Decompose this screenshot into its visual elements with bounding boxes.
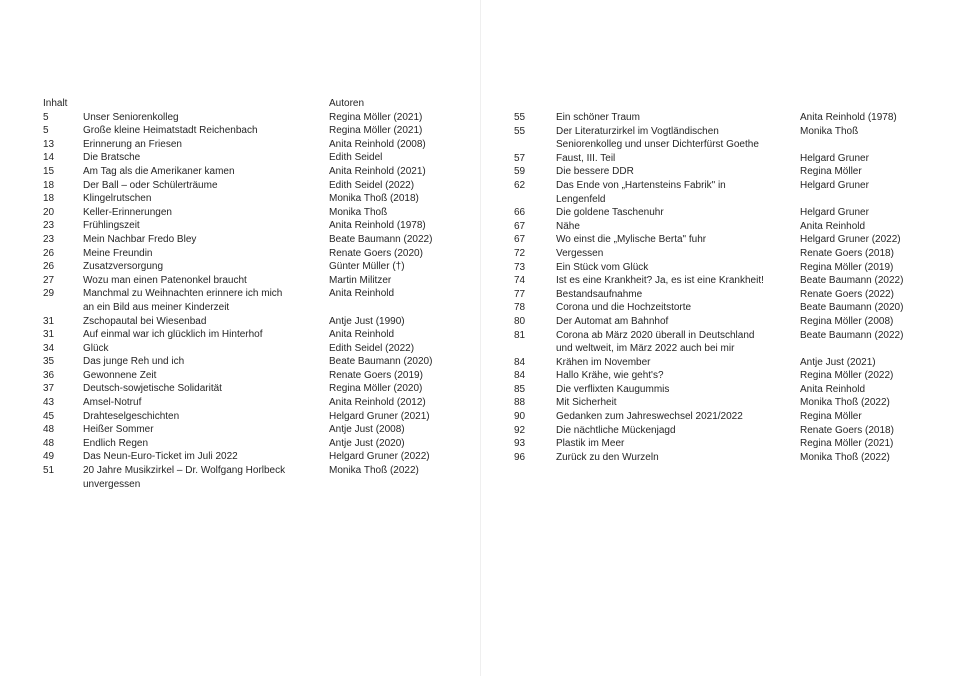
entry-title-line: Zusatzversorgung [83, 261, 164, 273]
entry-title-line: Vergessen [556, 247, 604, 259]
entry-title-line: Am Tag als die Amerikaner kamen [83, 165, 235, 177]
entry-title [83, 382, 329, 396]
entry-page-number: 77 [514, 288, 526, 300]
entry-page-number: 29 [43, 288, 55, 300]
toc-entry [43, 464, 443, 491]
entry-author: Anita Reinhold [800, 220, 866, 232]
toc-entry [43, 260, 443, 274]
entry-title-line: Zschopautal bei Wiesenbad [83, 315, 207, 327]
toc-entry [514, 383, 914, 397]
entry-author: Helgard Gruner [800, 207, 869, 219]
entry-title-line: Die bessere DDR [556, 166, 634, 178]
entry-page-number: 57 [514, 152, 526, 164]
toc-entry [43, 165, 443, 179]
toc-entry [514, 424, 914, 438]
toc-entry [43, 287, 443, 314]
entry-title-line: Ein Stück vom Glück [556, 261, 649, 273]
entry-title [556, 437, 800, 451]
toc-entry [43, 192, 443, 206]
toc-entry [43, 450, 443, 464]
toc-entry [514, 206, 914, 220]
entry-page-number: 48 [43, 424, 55, 436]
toc-entry [514, 125, 914, 152]
entry-title [83, 124, 329, 138]
entry-title [83, 437, 329, 451]
entry-title-line: Keller-Erinnerungen [83, 206, 172, 218]
entry-title-line: Gedanken zum Jahreswechsel 2021/2022 [556, 411, 743, 423]
toc-entry [43, 315, 443, 329]
toc-entry [43, 328, 443, 342]
entry-author: Anita Reinhold (1978) [329, 220, 426, 232]
entry-title-line: Mit Sicherheit [556, 397, 617, 409]
entry-title-line: an ein Bild aus meiner Kinderzeit [83, 301, 230, 313]
entry-page-number: 72 [514, 247, 526, 259]
entry-title [556, 125, 800, 152]
entry-title [556, 165, 800, 179]
entry-title [83, 328, 329, 342]
toc-entry [43, 410, 443, 424]
entry-page-number: 13 [43, 138, 55, 150]
toc-entry [43, 342, 443, 356]
toc-entry [514, 410, 914, 424]
toc-entry [43, 369, 443, 383]
toc-entry [43, 396, 443, 410]
entry-author: Beate Baumann (2022) [800, 329, 904, 341]
entry-title [83, 179, 329, 193]
entry-page-number: 5 [43, 111, 49, 123]
entry-title [556, 424, 800, 438]
entry-author: Regina Möller [800, 411, 862, 423]
entry-title [556, 152, 800, 166]
entry-author: Antje Just (1990) [329, 315, 405, 327]
entry-author: Helgard Gruner (2022) [329, 451, 430, 463]
entry-title [556, 261, 800, 275]
entry-page-number: 96 [514, 451, 526, 463]
toc-entry [43, 233, 443, 247]
entry-page-number: 31 [43, 329, 55, 341]
entry-title [83, 247, 329, 261]
entry-title-line: Heißer Sommer [83, 424, 154, 436]
entry-title [556, 247, 800, 261]
toc-right-column [514, 111, 914, 464]
entry-title [83, 260, 329, 274]
entry-title [556, 206, 800, 220]
entry-author: Anita Reinhold (2021) [329, 165, 426, 177]
entry-title-line: Corona und die Hochzeitstorte [556, 302, 692, 314]
entry-title-line: Die goldene Taschenuhr [556, 207, 664, 219]
toc-entry [43, 274, 443, 288]
entry-author: Helgard Gruner (2022) [800, 234, 901, 246]
entry-title [83, 192, 329, 206]
entry-author: Regina Möller [800, 166, 862, 178]
entry-author: Anita Reinhold (2008) [329, 138, 426, 150]
entry-page-number: 20 [43, 206, 55, 218]
authors-label: Autoren [329, 98, 365, 109]
entry-author: Anita Reinhold [800, 383, 866, 395]
entry-author: Martin Militzer [329, 274, 392, 286]
toc-entry [514, 451, 914, 465]
entry-author: Renate Goers (2018) [800, 247, 894, 259]
entry-page-number: 26 [43, 261, 55, 273]
entry-author: Beate Baumann (2020) [800, 302, 904, 314]
entry-title [83, 355, 329, 369]
entry-title [556, 301, 800, 315]
toc-entry [43, 206, 443, 220]
entry-title [556, 410, 800, 424]
entry-title-line: Ist es eine Krankheit? Ja, es ist eine Krankheit! [556, 275, 764, 287]
entry-title [83, 450, 329, 464]
toc-entry [514, 233, 914, 247]
entry-page-number: 37 [43, 383, 55, 395]
entry-page-number: 84 [514, 370, 526, 382]
toc-left-column [43, 97, 443, 491]
entry-title-line: Der Automat am Bahnhof [556, 315, 669, 327]
entry-page-number: 66 [514, 207, 526, 219]
entry-title [83, 396, 329, 410]
entry-author: Regina Möller (2008) [800, 315, 894, 327]
entry-title-line: unvergessen [83, 478, 141, 490]
entry-author: Monika Thoß [329, 206, 388, 218]
entry-author: Helgard Gruner [800, 179, 869, 191]
entry-author: Renate Goers (2019) [329, 369, 423, 381]
entry-title-line: Die Bratsche [83, 152, 141, 164]
entry-title-line: Plastik im Meer [556, 438, 625, 450]
entry-page-number: 59 [514, 166, 526, 178]
toc-entry [514, 261, 914, 275]
entry-title [83, 206, 329, 220]
entry-title [83, 287, 329, 314]
entry-page-number: 85 [514, 383, 526, 395]
entry-title [83, 151, 329, 165]
entry-page-number: 73 [514, 261, 526, 273]
entry-page-number: 51 [43, 465, 55, 477]
entry-title-line: Der Literaturzirkel im Vogtländischen [556, 125, 719, 137]
entry-author: Antje Just (2020) [329, 437, 405, 449]
entry-title-line: Seniorenkolleg und unser Dichterfürst Goethe [556, 139, 759, 151]
entry-title [556, 329, 800, 356]
entry-page-number: 55 [514, 125, 526, 137]
entry-title-line: Krähen im November [556, 356, 651, 368]
entry-page-number: 35 [43, 356, 55, 368]
entry-page-number: 15 [43, 165, 55, 177]
entry-author: Antje Just (2008) [329, 424, 405, 436]
entry-page-number: 48 [43, 437, 55, 449]
toc-entry [43, 179, 443, 193]
toc-header [43, 97, 443, 111]
entry-title-line: Wozu man einen Patenonkel braucht [83, 274, 247, 286]
toc-entry [514, 179, 914, 206]
entry-page-number: 92 [514, 424, 526, 436]
toc-entry [514, 329, 914, 356]
toc-entry [514, 111, 914, 125]
entry-title [83, 342, 329, 356]
entry-title-line: Die verflixten Kaugummis [556, 383, 670, 395]
entry-title [556, 356, 800, 370]
entry-page-number: 93 [514, 438, 526, 450]
entry-page-number: 45 [43, 410, 55, 422]
entry-author: Renate Goers (2018) [800, 424, 894, 436]
entry-title-line: Klingelrutschen [83, 193, 152, 205]
entry-title [556, 274, 800, 288]
entry-page-number: 90 [514, 411, 526, 423]
entry-author: Anita Reinhold [329, 288, 395, 300]
entry-title [83, 464, 329, 491]
entry-author: Regina Möller (2021) [800, 438, 894, 450]
entry-title [556, 396, 800, 410]
entry-page-number: 62 [514, 179, 526, 191]
entry-page-number: 78 [514, 302, 526, 314]
entry-title-line: und weltweit, im März 2022 auch bei mir [556, 343, 735, 355]
entry-author: Regina Möller (2021) [329, 111, 423, 123]
entry-author: Regina Möller (2021) [329, 125, 423, 137]
entry-title [556, 451, 800, 465]
entry-author: Monika Thoß [800, 125, 859, 137]
entry-title-line: Nähe [556, 220, 580, 232]
entry-page-number: 18 [43, 179, 55, 191]
entry-title-line: Gewonnene Zeit [83, 369, 157, 381]
entry-author: Monika Thoß (2018) [329, 193, 419, 205]
toc-entry [514, 396, 914, 410]
entry-page-number: 43 [43, 397, 55, 409]
entry-page-number: 27 [43, 274, 55, 286]
entry-page-number: 81 [514, 329, 526, 341]
entry-page-number: 36 [43, 369, 55, 381]
toc-entry [514, 437, 914, 451]
entry-title [556, 383, 800, 397]
entry-title-line: Auf einmal war ich glücklich im Hinterhof [83, 329, 263, 341]
entry-author: Monika Thoß (2022) [329, 465, 419, 477]
entry-title [83, 233, 329, 247]
entry-title [556, 233, 800, 247]
entry-author: Anita Reinhold [329, 329, 395, 341]
entry-author: Anita Reinhold (2012) [329, 397, 426, 409]
entry-title-line: Meine Freundin [83, 247, 153, 259]
toc-right-list [514, 111, 914, 464]
entry-title-line: Lengenfeld [556, 193, 606, 205]
entry-author: Beate Baumann (2020) [329, 356, 433, 368]
entry-author: Beate Baumann (2022) [329, 233, 433, 245]
toc-entry [514, 165, 914, 179]
entry-page-number: 31 [43, 315, 55, 327]
entry-title-line: Drahteselgeschichten [83, 410, 180, 422]
entry-page-number: 23 [43, 233, 55, 245]
contents-label: Inhalt [43, 98, 68, 109]
entry-page-number: 55 [514, 112, 526, 123]
entry-author: Regina Möller (2020) [329, 383, 423, 395]
entry-author: Edith Seidel (2022) [329, 342, 415, 354]
entry-author: Edith Seidel (2022) [329, 179, 415, 191]
toc-entry [43, 423, 443, 437]
toc-entry [514, 152, 914, 166]
toc-entry [514, 315, 914, 329]
entry-title-line: Hallo Krähe, wie geht's? [556, 370, 664, 382]
toc-entry [514, 247, 914, 261]
entry-page-number: 23 [43, 220, 55, 232]
entry-title [83, 315, 329, 329]
toc-entry [514, 301, 914, 315]
entry-title [556, 179, 800, 206]
entry-title [83, 423, 329, 437]
toc-entry [43, 151, 443, 165]
entry-title-line: Erinnerung an Friesen [83, 138, 182, 150]
toc-entry [514, 356, 914, 370]
entry-author: Renate Goers (2022) [800, 288, 894, 300]
toc-entry [43, 355, 443, 369]
toc-entry [43, 138, 443, 152]
entry-page-number: 26 [43, 247, 55, 259]
entry-title-line: Unser Seniorenkolleg [83, 111, 179, 123]
entry-author: Antje Just (2021) [800, 356, 876, 368]
entry-author: Monika Thoß (2022) [800, 397, 890, 409]
entry-author: Regina Möller (2019) [800, 261, 894, 273]
entry-title-line: Ein schöner Traum [556, 112, 640, 123]
entry-title-line: Corona ab März 2020 überall in Deutschland [556, 329, 755, 341]
entry-title-line: Das Ende von „Hartensteins Fabrik" in [556, 179, 726, 191]
entry-title [83, 165, 329, 179]
toc-entry [43, 247, 443, 261]
entry-author: Monika Thoß (2022) [800, 451, 890, 463]
entry-author: Regina Möller (2022) [800, 370, 894, 382]
entry-title [83, 111, 329, 125]
entry-page-number: 74 [514, 275, 526, 287]
entry-title [556, 315, 800, 329]
entry-author: Edith Seidel [329, 152, 383, 164]
entry-title [83, 219, 329, 233]
entry-title-line: Das Neun-Euro-Ticket im Juli 2022 [83, 451, 238, 463]
entry-title [83, 274, 329, 288]
entry-title-line: Frühlingszeit [83, 220, 140, 232]
entry-title-line: Deutsch-sowjetische Solidarität [83, 383, 222, 395]
entry-title [556, 220, 800, 234]
entry-title [556, 288, 800, 302]
entry-page-number: 88 [514, 397, 526, 409]
entry-author: Günter Müller (†) [329, 261, 405, 273]
entry-page-number: 84 [514, 356, 526, 368]
entry-page-number: 67 [514, 234, 526, 246]
entry-page-number: 49 [43, 451, 55, 463]
toc-entry [514, 274, 914, 288]
entry-author: Renate Goers (2020) [329, 247, 423, 259]
entry-title-line: Wo einst die „Mylische Berta" fuhr [556, 234, 707, 246]
entry-author: Anita Reinhold (1978) [800, 112, 897, 123]
entry-title-line: Faust, III. Teil [556, 152, 616, 164]
entry-page-number: 80 [514, 315, 526, 327]
entry-title-line: Das junge Reh und ich [83, 356, 185, 368]
entry-page-number: 67 [514, 220, 526, 232]
entry-page-number: 18 [43, 193, 55, 205]
entry-title-line: Endlich Regen [83, 437, 149, 449]
entry-title-line: Mein Nachbar Fredo Bley [83, 233, 197, 245]
entry-title-line: Bestandsaufnahme [556, 288, 643, 300]
entry-title [83, 369, 329, 383]
entry-title-line: Amsel-Notruf [83, 397, 142, 409]
toc-entry [514, 288, 914, 302]
toc-entry [43, 124, 443, 138]
entry-title-line: Glück [83, 342, 109, 354]
entry-title [556, 111, 800, 125]
entry-title-line: Manchmal zu Weihnachten erinnere ich mich [83, 288, 283, 300]
entry-title [556, 369, 800, 383]
entry-title [83, 138, 329, 152]
toc-entry [43, 382, 443, 396]
entry-page-number: 5 [43, 125, 49, 137]
entry-page-number: 14 [43, 152, 55, 164]
entry-title [83, 410, 329, 424]
entry-title-line: Der Ball – oder Schülerträume [83, 179, 218, 191]
entry-author: Helgard Gruner (2021) [329, 410, 430, 422]
toc-entry [43, 111, 443, 125]
entry-author: Beate Baumann (2022) [800, 275, 904, 287]
entry-page-number: 34 [43, 342, 55, 354]
entry-title-line: 20 Jahre Musikzirkel – Dr. Wolfgang Horlbeck [83, 465, 286, 477]
entry-title-line: Große kleine Heimatstadt Reichenbach [83, 125, 258, 137]
toc-left-list [43, 111, 443, 492]
toc-entry [514, 369, 914, 383]
entry-title-line: Zurück zu den Wurzeln [556, 451, 659, 463]
toc-entry [43, 219, 443, 233]
toc-entry [43, 437, 443, 451]
entry-author: Helgard Gruner [800, 152, 869, 164]
entry-title-line: Die nächtliche Mückenjagd [556, 424, 676, 436]
toc-entry [514, 220, 914, 234]
